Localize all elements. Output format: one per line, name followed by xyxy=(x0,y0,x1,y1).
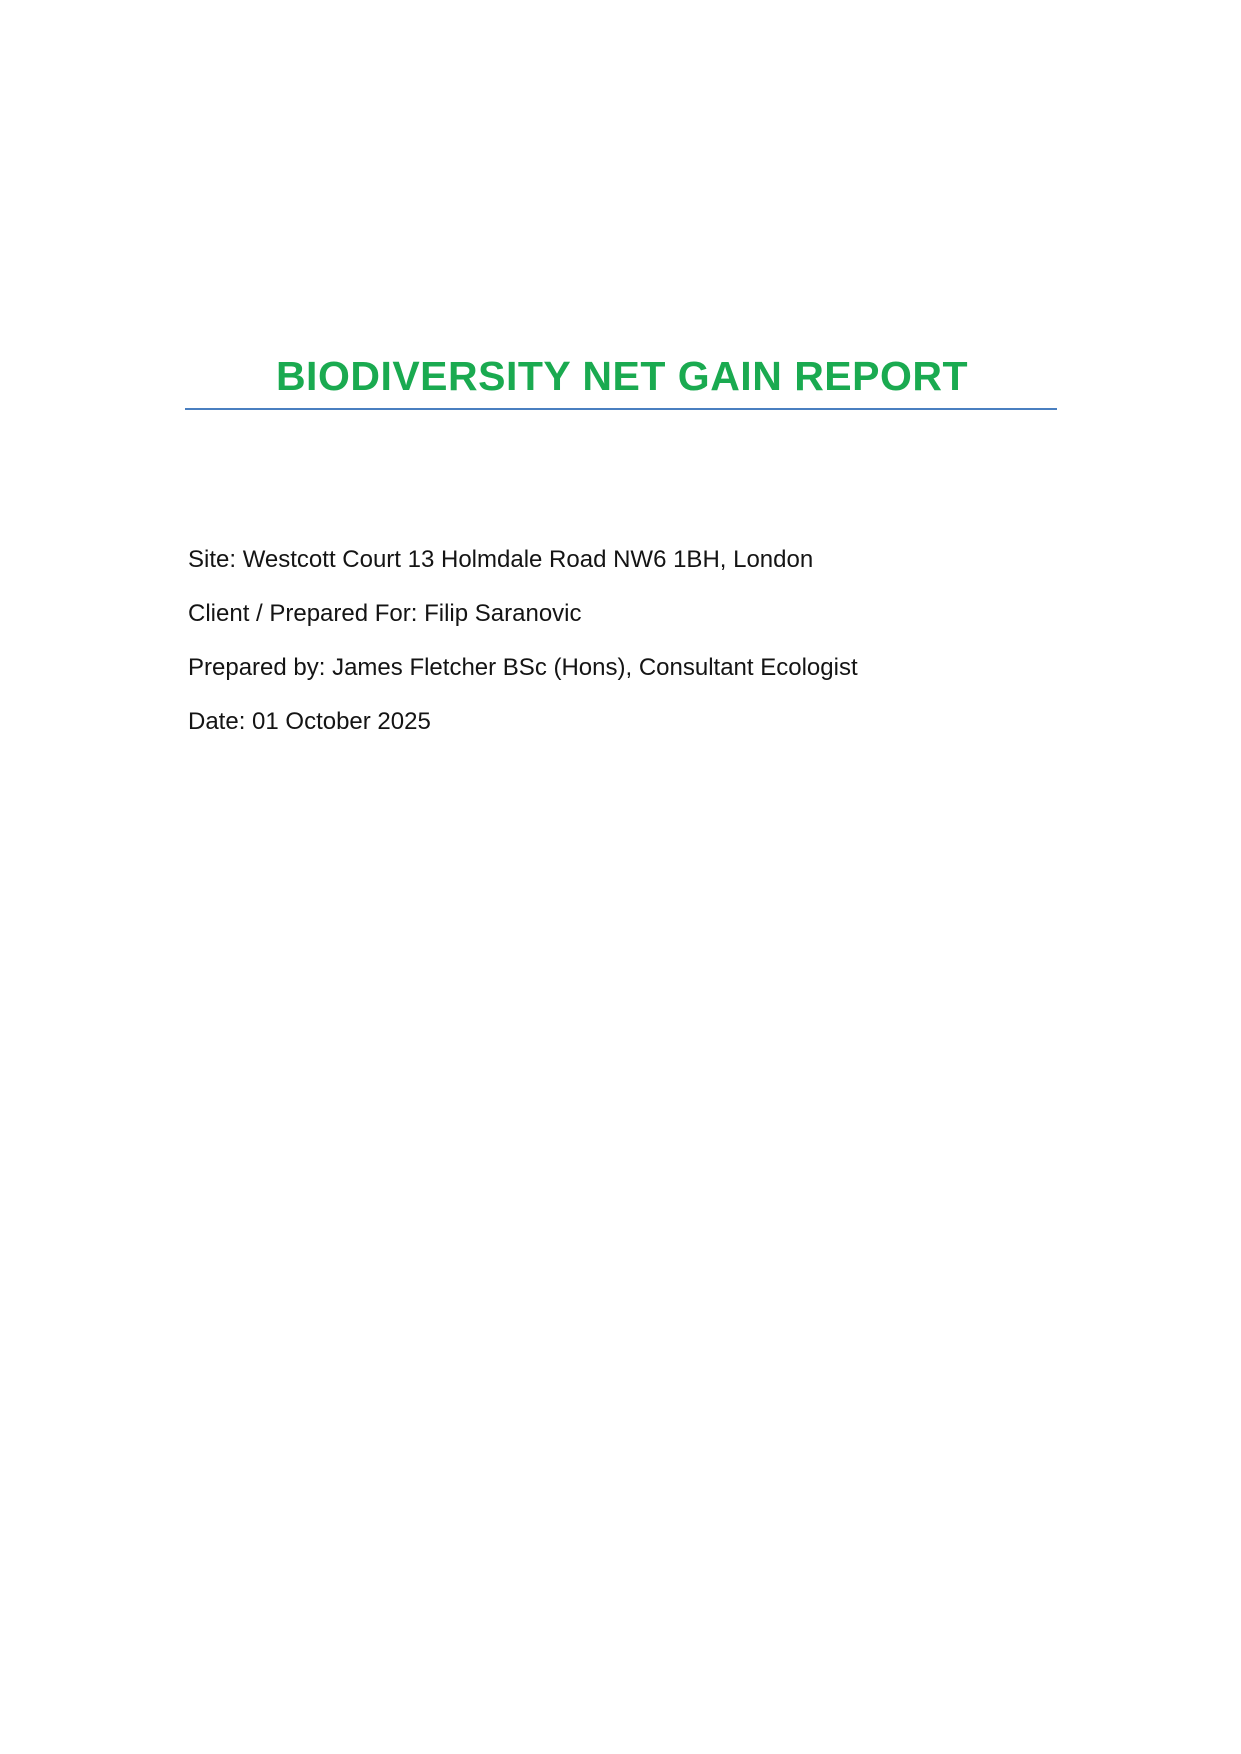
site-line: Site: Westcott Court 13 Holmdale Road NW6 1BH, London xyxy=(188,546,814,573)
client-line: Client / Prepared For: Filip Saranovic xyxy=(188,600,582,627)
title-underline-divider xyxy=(185,408,1057,410)
report-title: BIODIVERSITY NET GAIN REPORT xyxy=(275,353,969,399)
prepared-by-line: Prepared by: James Fletcher BSc (Hons), Consultant Ecologist xyxy=(188,654,858,681)
report-details xyxy=(188,545,1088,761)
date-line: Date: 01 October 2025 xyxy=(188,708,431,735)
